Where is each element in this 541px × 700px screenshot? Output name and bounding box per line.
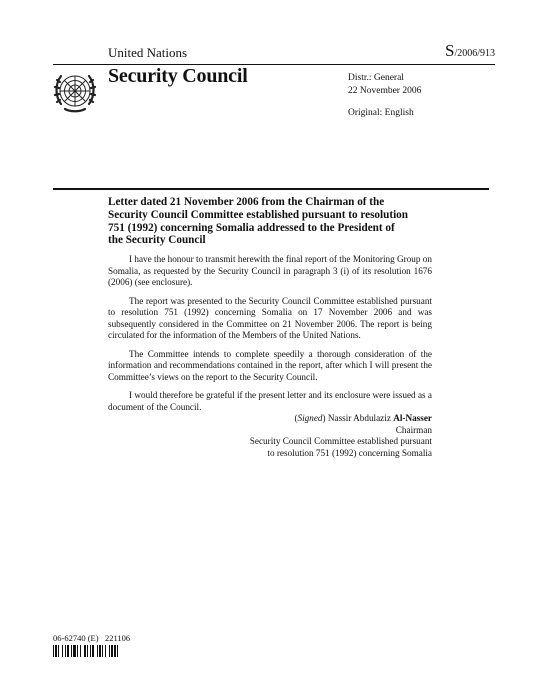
signature-block (250, 413, 432, 459)
document-date: 22 November 2006 (348, 85, 422, 96)
paragraph: I have the honour to transmit herewith the final report of the Monitoring Group on Somalia, as requested by the Security Council in paragraph 3 (i) of its resolution 1676 (2006) (see enclosure). (108, 254, 432, 287)
document-symbol (445, 41, 495, 61)
distribution-type: Distr.: General (348, 73, 404, 83)
signatory-family-name: Al-Nasser (393, 413, 432, 423)
original-language: Original: English (348, 108, 414, 118)
un-emblem-icon (52, 68, 98, 114)
barcode (53, 645, 135, 657)
committee-line-2: to resolution 751 (1992) concerning Somalia (267, 447, 432, 458)
signatory-role: Chairman (395, 424, 432, 435)
signatory-line: (Signed) Nassir Abdulaziz Al-Nasser (294, 413, 432, 423)
page-title: Security Council (108, 65, 248, 87)
signatory-given-name: Nassir Abdulaziz (327, 413, 391, 423)
signed-label: Signed (297, 413, 323, 423)
job-number: 06-62740 (E) (53, 633, 99, 643)
paragraph: The Committee intends to complete speedily a thorough consideration of the information and recommendations contained in the report, after which I will present the Committee’s views on the report to the Security Council. (108, 348, 432, 382)
symbol-letter: S (444, 41, 455, 60)
letter-body (108, 254, 432, 420)
symbol-number: /2006/913 (454, 48, 495, 59)
organization-name: United Nations (108, 45, 188, 60)
date-code: 221106 (104, 633, 131, 643)
footer-code (53, 633, 130, 643)
title-rule (53, 188, 489, 190)
paragraph: I would therefore be grateful if the present letter and its enclosure were issued as a document of the Council. (108, 390, 432, 412)
paragraph: The report was presented to the Security Council Committee established pursuant to resolution 751 (1992) concerning Somalia on 17 November 2006 and was subsequently considered in the Committee on 21 November 2006. The report is being circulated for the information of the Members of the United Nations. (108, 295, 432, 340)
committee-line-1: Security Council Committee established pursuant (249, 436, 432, 446)
distribution-block (348, 72, 421, 120)
letter-title: Letter dated 21 November 2006 from the Chairman of the Security Council Committee established pursuant to resolution 751 (1992) concerning Somalia addressed to the President of the Security Council (108, 196, 408, 247)
